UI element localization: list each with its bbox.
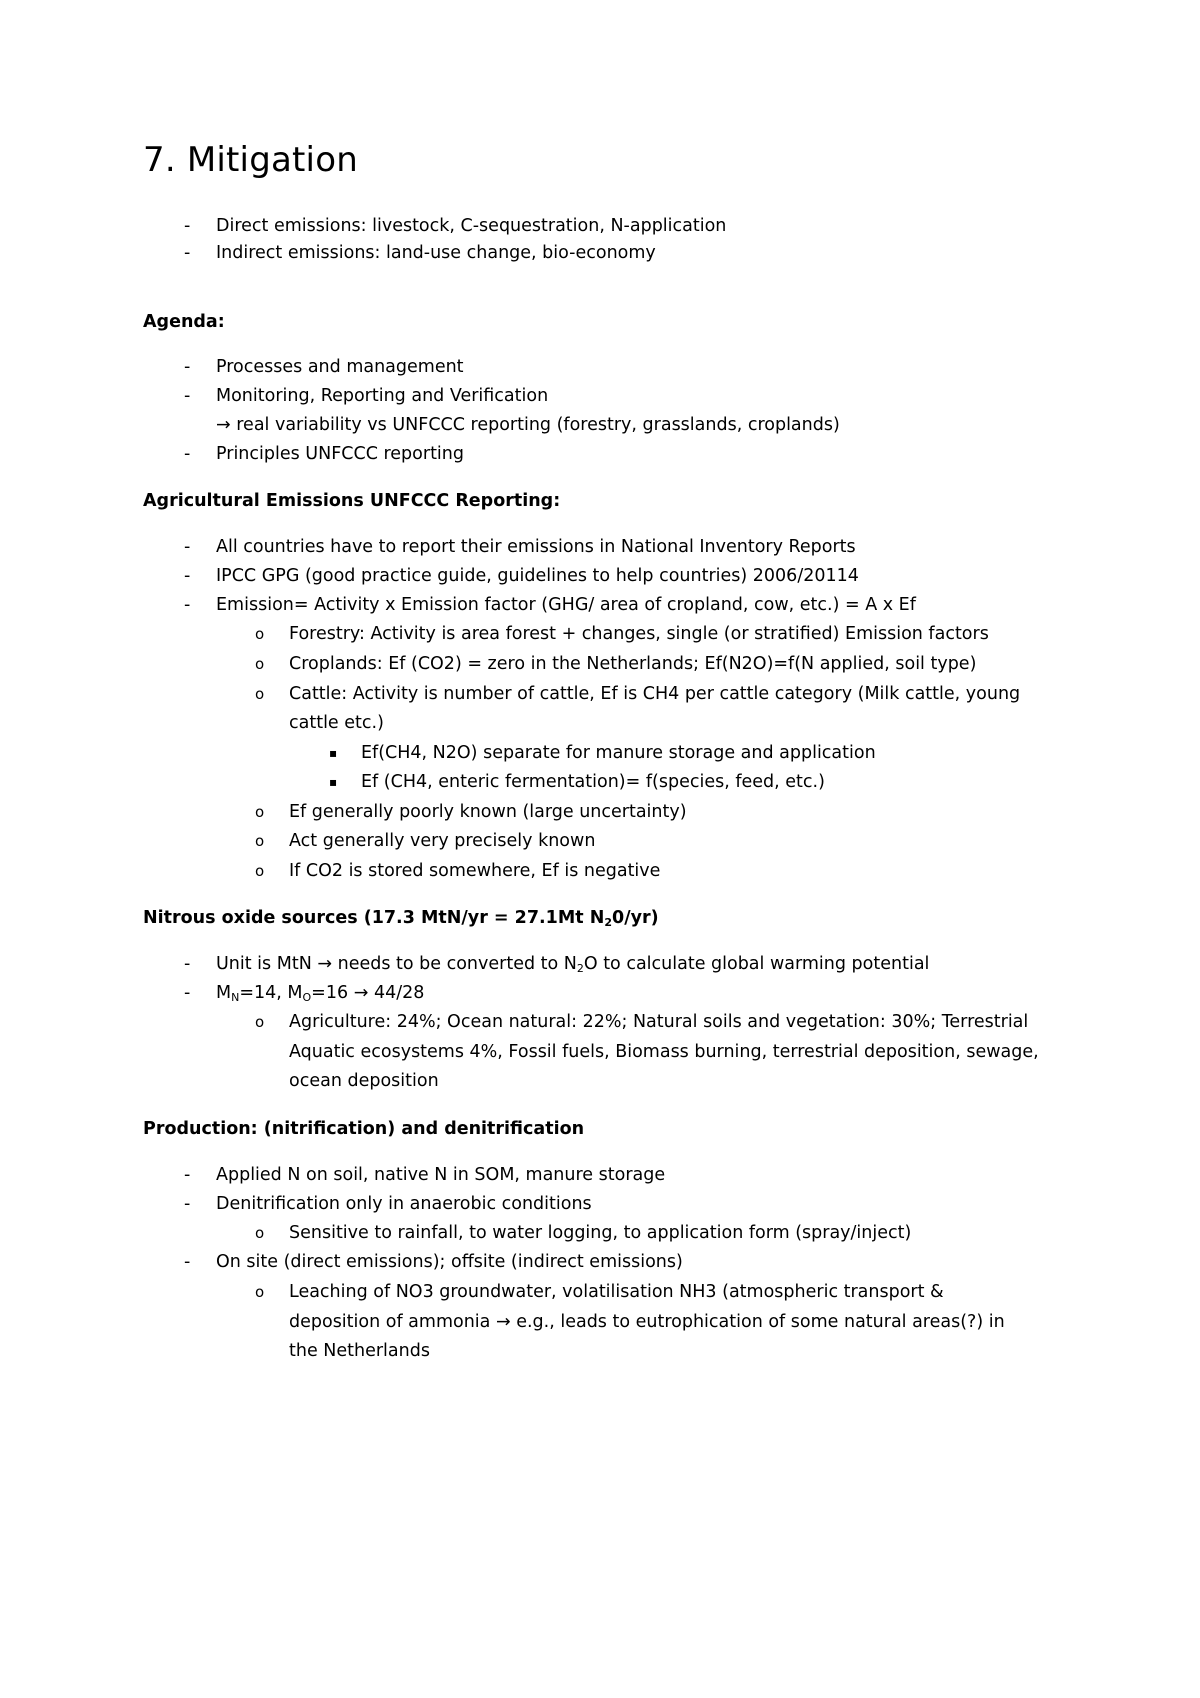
list-item-continuation [216,413,840,437]
bullet-dash: - [184,537,191,557]
page-title: 7. Mitigation [143,140,358,180]
sub-list-item: Leaching of NO3 groundwater, volatilisation NH3 (atmospheric transport & [289,1282,944,1302]
section-heading-agenda: Agenda: [143,312,225,332]
bullet-circle: o [255,655,265,673]
bullet-dash: - [184,1194,191,1214]
sub-list-item-continuation [289,1310,1005,1334]
list-item-text: =16 [311,983,349,1003]
list-item: Denitrification only in anaerobic conditions [216,1194,592,1214]
subscript: 2 [604,916,613,929]
list-item: Monitoring, Reporting and Verification [216,386,549,406]
bullet-dash: - [184,386,191,406]
list-item: Direct emissions: livestock, C-sequestration, N-application [216,216,727,236]
sub-list-item-continuation: cattle etc.) [289,713,384,733]
list-item: Applied N on soil, native N in SOM, manure storage [216,1165,666,1185]
sub-sub-list-item: Ef(CH4, N2O) separate for manure storage and application [361,743,876,763]
subscript: 2 [576,962,584,975]
list-item-text: O to calculate global warming potential [583,954,930,974]
sub-list-item: Act generally very precisely known [289,831,596,851]
list-item: IPCC GPG (good practice guide, guidelines to help countries) 2006/20114 [216,566,859,586]
bullet-dash: - [184,595,191,615]
bullet-circle: o [255,625,265,643]
arrow-right-icon: → [216,415,231,435]
list-item-text: e.g., leads to eutrophication of some natural areas(?) in [516,1312,1005,1332]
list-item-text: deposition of ammonia [289,1312,491,1332]
bullet-dash: - [184,1252,191,1272]
sub-list-item: Agriculture: 24%; Ocean natural: 22%; Natural soils and vegetation: 30%; Terrestrial [289,1012,1029,1032]
sub-list-item: Croplands: Ef (CO2) = zero in the Netherlands; Ef(N2O)=f(N applied, soil type) [289,654,977,674]
bullet-dash: - [184,216,191,236]
bullet-dash: - [184,1165,191,1185]
list-item [216,981,424,1005]
bullet-dash: - [184,444,191,464]
bullet-circle: o [255,1013,265,1031]
section-heading-nitrous-oxide [143,906,659,930]
sub-list-item: Ef generally poorly known (large uncertainty) [289,802,687,822]
heading-text: Nitrous oxide sources (17.3 MtN/yr = 27.1Mt N [143,908,605,928]
bullet-square: ▪ [329,746,338,760]
arrow-right-icon: → [317,954,333,974]
bullet-circle: o [255,1283,265,1301]
sub-list-item-continuation: the Netherlands [289,1341,430,1361]
list-item: All countries have to report their emissions in National Inventory Reports [216,537,856,557]
bullet-dash: - [184,243,191,263]
section-heading-production: Production: (nitrification) and denitrification [143,1119,585,1139]
sub-list-item: Sensitive to rainfall, to water logging, to application form (spray/inject) [289,1223,912,1243]
list-item-text: =14, M [239,983,303,1003]
sub-sub-list-item: Ef (CH4, enteric fermentation)= f(species, feed, etc.) [361,772,825,792]
bullet-dash: - [184,954,191,974]
bullet-circle: o [255,832,265,850]
sub-list-item: Forestry: Activity is area forest + changes, single (or stratified) Emission factors [289,624,989,644]
list-item: Emission= Activity x Emission factor (GHG/ area of cropland, cow, etc.) = A x Ef [216,595,916,615]
section-heading-agricultural-emissions: Agricultural Emissions UNFCCC Reporting: [143,491,561,511]
arrow-right-icon: → [495,1312,511,1332]
subscript: N [231,991,240,1004]
sub-list-item: Cattle: Activity is number of cattle, Ef is CH4 per cattle category (Milk cattle, young [289,684,1021,704]
sub-list-item-continuation: ocean deposition [289,1071,439,1091]
bullet-circle: o [255,685,265,703]
sub-list-item: If CO2 is stored somewhere, Ef is negative [289,861,661,881]
bullet-dash: - [184,983,191,1003]
list-item [216,952,929,976]
list-item: Processes and management [216,357,464,377]
list-item-text: Unit is MtN [216,954,312,974]
bullet-dash: - [184,566,191,586]
bullet-square: ▪ [329,775,338,789]
arrow-right-icon: → [353,983,369,1003]
heading-text: 0/yr) [612,908,659,928]
list-item: On site (direct emissions); offsite (indirect emissions) [216,1252,683,1272]
bullet-circle: o [255,862,265,880]
bullet-circle: o [255,1224,265,1242]
list-item-text: real variability vs UNFCCC reporting (forestry, grasslands, croplands) [236,415,840,435]
list-item: Indirect emissions: land-use change, bio-economy [216,243,656,263]
list-item-text: needs to be converted to N [337,954,577,974]
bullet-dash: - [184,357,191,377]
bullet-circle: o [255,803,265,821]
subscript: O [302,991,312,1004]
list-item-text: M [216,983,232,1003]
sub-list-item-continuation: Aquatic ecosystems 4%, Fossil fuels, Biomass burning, terrestrial deposition, sewage, [289,1042,1039,1062]
list-item: Principles UNFCCC reporting [216,444,464,464]
list-item-text: 44/28 [373,983,425,1003]
